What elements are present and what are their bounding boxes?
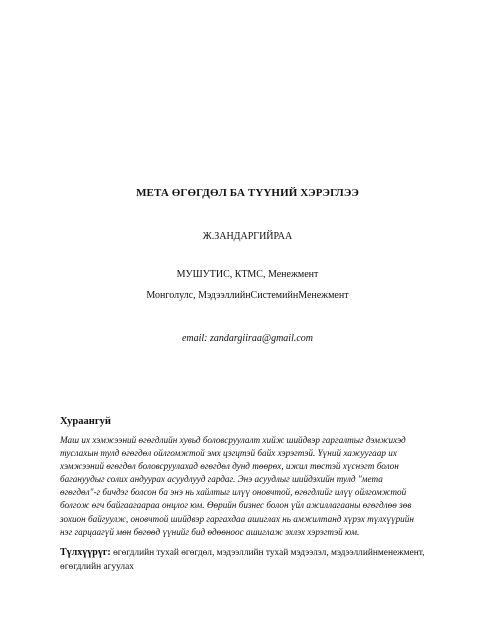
abstract-heading: Хураангуй — [60, 416, 111, 427]
abstract-line: туслахын тулд өгөгдөл ойлгомжтой эмх цэгцтэй байх хэрэгтэй. Үүний хажуугаар их — [60, 448, 397, 459]
author-email: email: zandargiiraa@gmail.com — [181, 333, 314, 344]
author-name: Ж.ЗАНДАРГИЙРАА — [202, 231, 293, 242]
keywords-text: өгөгдлийн тухай өгөгдөл, мэдээллийн тухай мэдээлэл, мэдээллийнменежмент, — [110, 548, 425, 558]
abstract-body — [60, 434, 440, 539]
abstract-line: нэг гарцаагүй мөн бөгөөд үүнийг бид өдөөноос ашиглаж эхлэх хэрэгтэй юм. — [60, 526, 360, 537]
abstract-line: хэмжээний өгөгдөл боловсруулахад өгөгдөл дунд төөрөх, ижил төстэй хүснэгт болон — [60, 461, 399, 472]
keywords-line-2: өгөгдлийн агуулах — [60, 561, 134, 572]
abstract-line: багануудыг солих андуурах асуудлууд гардаг. Энэ асуудлыг шийдэхийн тулд "мета — [60, 474, 383, 485]
abstract-line: зохион байгуулж, оновчтой шийдвэр гаргахдаа ашиглах нь амжилтанд хүрэх түлхүүрийн — [60, 513, 414, 524]
keywords-label: Түлхүүрүг: — [60, 547, 111, 558]
abstract-line: Маш их хэмжээний өгөгдлийн хувьд боловсруулалт хийж шийдвэр гаргалтыг дэмжихэд — [60, 435, 406, 445]
affiliation-line-2: Монголулс, МэдээллийнСистемийнМенежмент — [146, 290, 349, 301]
keywords-block — [60, 546, 450, 574]
abstract-line: болгож өгч байгаагаараа онцлог юм. Өөрийн бизнес болон үйл ажиллагааны өгөгдлөө зөв — [60, 500, 412, 511]
keywords-line-1 — [60, 546, 450, 561]
affiliation-line-1: МУШУТИС, КТМС, Менежмент — [176, 269, 319, 280]
paper-title: МЕТА ӨГӨГДӨЛ БА ТҮҮНИЙ ХЭРЭГЛЭЭ — [136, 187, 359, 199]
abstract-line: өгөгдөл"-г бичдэг болсон ба энэ нь хайлтыг илүү оновчтой, өгөгдлийг илүү ойлгомжтой — [60, 487, 407, 498]
